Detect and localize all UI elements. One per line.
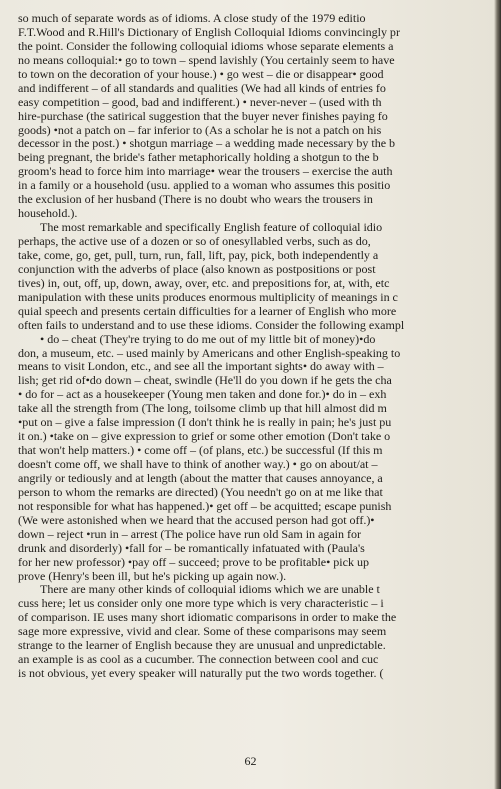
text-line: cuss here; let us consider only one more type which is very characteristic – i [18,596,384,611]
text-line: down – reject •run in – arrest (The police have run old Sam in again for [18,526,361,541]
text-line: drunk and disorderly) •fall for – be romantically infatuated with (Paula's [18,540,365,555]
text-line: an example is as cool as a cucumber. The connection between cool and cuc [18,652,379,667]
text-line: conjunction with the adverbs of place (also known as postpositions or post [18,261,376,276]
text-line: and indifferent – of all standards and qualities (We had all kinds of entries fo [18,80,386,95]
text-line: groom's head to force him into marriage• wear the trousers – exercise the auth [18,164,393,179]
text-line: hire-purchase (the satirical suggestion that the buyer never finishes paying fo [18,108,388,123]
text-line: The most remarkable and specifically English feature of colloquial idio [40,220,383,235]
text-line: quial speech and presents certain difficulties for a learner of English who more [18,303,397,318]
text-line: is not obvious, yet every speaker will naturally put the two words together. ( [18,666,384,681]
text-line: F.T.Wood and R.Hill's Dictionary of English Colloquial Idioms convincingly pr [18,24,400,39]
text-line: sage more expressive, vivid and clear. Some of these comparisons may seem [18,624,387,639]
text-line: prove (Henry's been ill, but he's picking up again now.). [18,568,287,583]
text-line: easy competition – good, bad and indifferent.) • never-never – (used with th [18,94,382,109]
text-line: it on.) •take on – give expression to grief or some other emotion (Don't take o [18,429,391,444]
text-line: •put on – give a false impression (I don't think he is really in pain; he's just pu [18,415,392,430]
text-line: of comparison. IE uses many short idiomatic comparisons in order to make the [18,610,397,625]
text-line: decessor in the post.) • shotgun marriage – a wedding made necessary by the b [18,136,396,151]
text-line: angrily or tediously and at length (about the matter that causes annoyance, a [18,470,383,485]
text-line: not responsible for what has happened.)• get off – be acquitted; escape punish [18,498,392,513]
text-line: • do – cheat (They're trying to do me out of my little bit of money)•do [40,331,376,346]
text-line: that won't help matters.) • come off – (of plans, etc.) be successful (If this m [18,443,383,458]
text-line: the exclusion of her husband (There is no doubt who wears the trousers in [18,192,373,207]
text-line: (We were astonished when we heard that the accused person had got off.)• [18,512,375,527]
text-line: take all the strength from (The long, toilsome climb up that hill almost did m [18,401,387,416]
text-line: • do for – act as a housekeeper (Young men taken and done for.)• do in – exh [18,387,387,402]
text-line: manipulation with these units produces enormous multiplicity of meanings in c [18,289,398,304]
text-line: perhaps, the active use of a dozen or so of onesyllabled verbs, such as do, [18,234,371,248]
text-line: being pregnant, the bride's father metaphorically holding a shotgun to the b [18,150,379,165]
text-line: take, come, go, get, pull, turn, run, fall, lift, pay, pick, both independently a [18,247,379,262]
text-line: often fails to understand and to use these idioms. Consider the following exampl [18,317,405,332]
text-line: don, a museum, etc. – used mainly by Americans and other English-speaking to [18,345,401,360]
text-line: no means colloquial:• go to town – spend lavishly (You certainly seem to have [18,52,395,67]
text-line: strange to the learner of English because they are unusual and unpredictable. [18,638,386,653]
text-line: tives) in, out, off, up, down, away, over, etc. and prepositions for, at, with, etc [18,275,390,290]
text-line: person to whom the remarks are directed) (You needn't go on at me like that [18,484,383,499]
text-line: doesn't come off, we shall have to think of another way.) • go on about/at – [18,457,378,471]
text-line: goods) •not a patch on – far inferior to (As a scholar he is not a patch on his [18,122,382,137]
text-line: lish; get rid of•do down – cheat, swindle (He'll do you down if he gets the cha [18,373,392,388]
text-line: household.). [18,206,78,221]
text-line: for her new professor) •pay off – succeed; prove to be profitable• pick up [18,554,369,569]
page-body-text [18,12,501,681]
text-line: the point. Consider the following colloquial idioms whose separate elements a [18,38,394,53]
text-line: There are many other kinds of colloquial idioms which we are unable t [40,582,380,597]
page-number: 62 [244,754,257,768]
text-line: so much of separate words as of idioms. A close study of the 1979 editio [18,12,366,25]
text-line: means to visit London, etc., and see all the important sights• do away with – [18,359,384,374]
text-line: in a family or a household (usu. applied to a woman who assumes this positio [18,178,391,193]
text-line: to town on the decoration of your house.) • go west – die or disappear• good [18,66,384,81]
page-edge-shadow [494,0,501,789]
